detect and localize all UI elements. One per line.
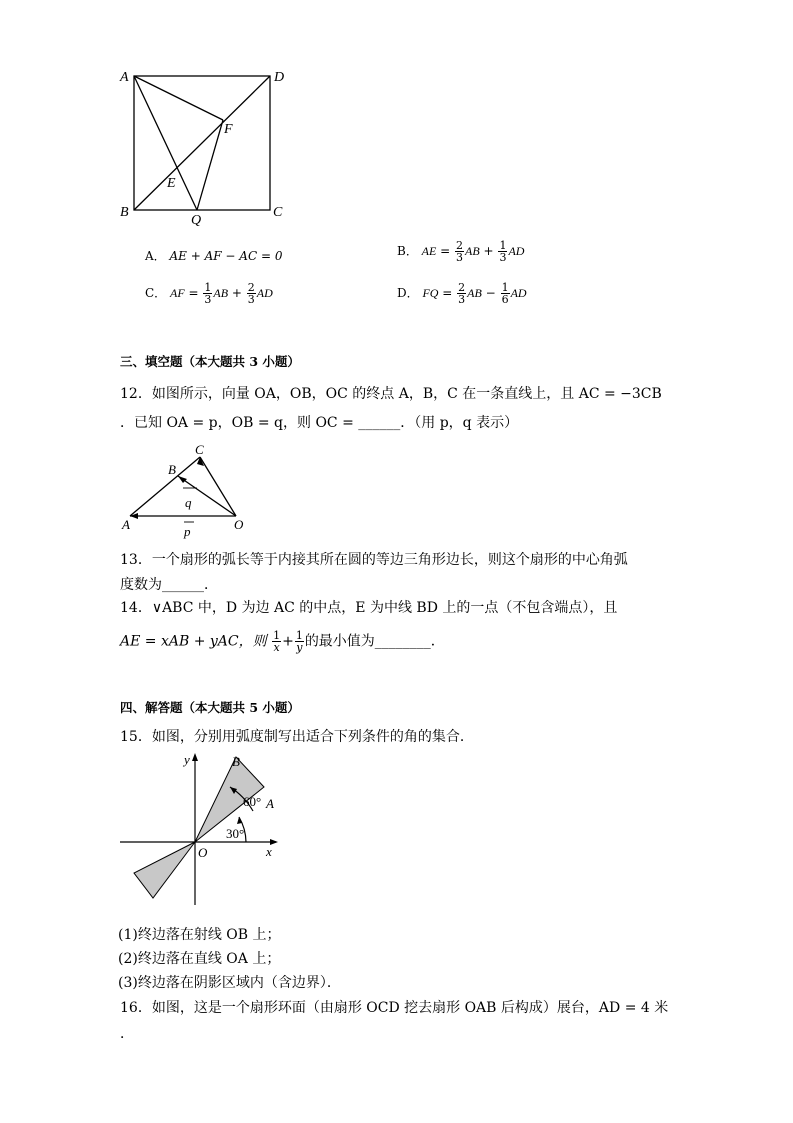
label-o: O: [198, 845, 208, 860]
q14-expr: AE = xAB + yAC，则: [120, 633, 267, 650]
q14-frac2: [295, 630, 304, 653]
label-q: q: [185, 495, 192, 510]
q16-line2: ．: [120, 1026, 134, 1042]
option-d-frac1: [457, 282, 466, 305]
q14-tail: 的最小值为________．: [304, 633, 445, 650]
frac-den: 6: [501, 293, 509, 306]
q13-line2: 度数为______．: [120, 577, 218, 593]
option-c[interactable]: [145, 282, 273, 305]
label-e: E: [167, 176, 176, 191]
option-c-eq: =: [188, 286, 199, 300]
label-b: B: [120, 205, 129, 220]
option-c-letter: C．: [145, 286, 167, 300]
label-c: C: [195, 442, 204, 457]
label-c: C: [273, 205, 283, 220]
option-b-v1: AB: [465, 244, 480, 258]
q12-line2: ．已知 OA = p，OB = q，则 OC = ______．（用 p，q 表示）: [120, 415, 519, 431]
square-figure: [115, 64, 305, 234]
q14-line2: [120, 630, 445, 653]
segment-af: [134, 76, 223, 120]
segment-bd: [134, 76, 270, 210]
frac-den: 3: [204, 293, 212, 306]
frac-num: 1: [204, 281, 212, 294]
label-b: B: [168, 462, 176, 477]
label-d: D: [274, 70, 285, 85]
vector-triangle-figure: [118, 440, 258, 540]
angle-figure: [118, 750, 298, 910]
option-b-frac1: [455, 240, 464, 263]
segment-aq: [134, 76, 197, 210]
label-p: p: [184, 524, 191, 539]
option-d-eq: =: [442, 286, 453, 300]
label-y: y: [184, 752, 190, 767]
q15-part-2: (2)终边落在直线 OA 上；: [118, 951, 281, 967]
q13-line1: 13．一个扇形的弧长等于内接其所在圆的等边三角形边长，则这个扇形的中心角弧: [120, 552, 628, 568]
option-b-frac2: [498, 240, 507, 263]
option-b-lhs: AE: [421, 244, 437, 258]
option-c-frac1: [203, 282, 212, 305]
option-c-frac2: [247, 282, 256, 305]
label-a: A: [122, 517, 130, 532]
frac-num: 2: [458, 281, 466, 294]
option-d-v1: AB: [467, 286, 482, 300]
label-f: F: [224, 122, 233, 137]
arrowhead-a: [130, 513, 138, 519]
frac-den: y: [296, 641, 303, 654]
option-b-op: +: [483, 244, 494, 258]
q14-text: ∨ABC 中，D 为边 AC 的中点，E 为中线 BD 上的一点（不包含端点），且: [151, 600, 618, 616]
label-60-deg: 60°: [243, 794, 262, 809]
frac-den: x: [273, 641, 280, 654]
option-d[interactable]: [397, 282, 527, 305]
q15-part-3: (3)终边落在阴影区域内（含边界）．: [118, 975, 341, 991]
option-a-letter: A．: [145, 249, 166, 263]
option-c-v1: AB: [213, 286, 229, 300]
q14-frac1: [272, 630, 281, 653]
frac-num: 2: [456, 239, 464, 252]
option-d-frac2: [501, 282, 510, 305]
label-o: O: [234, 517, 244, 532]
frac-num: 1: [273, 629, 281, 642]
q14-number: 14．: [120, 600, 152, 616]
option-b-letter: B．: [397, 244, 418, 258]
option-d-v2: AD: [510, 286, 527, 300]
frac-den: 3: [499, 251, 507, 264]
segment-fq: [197, 120, 223, 210]
q16-line1: 16．如图，这是一个扇形环面（由扇形 OCD 挖去扇形 OAB 后构成）展台，AD = 4 米: [120, 1000, 669, 1016]
option-b[interactable]: [397, 240, 524, 263]
label-30-deg: 30°: [226, 826, 245, 841]
label-b: B: [232, 754, 240, 769]
section-4-title: 四、解答题（本大题共 5 小题）: [120, 700, 300, 715]
label-a: A: [120, 70, 129, 85]
option-d-letter: D．: [397, 286, 419, 300]
frac-num: 1: [499, 239, 507, 252]
option-b-v2: AD: [508, 244, 525, 258]
option-c-lhs: AF: [170, 286, 185, 300]
q12-line1: 12．如图所示，向量 OA，OB，OC 的终点 A，B，C 在一条直线上，且 AC = −3CB: [120, 386, 662, 402]
label-a: A: [266, 796, 274, 811]
frac-den: 3: [247, 293, 255, 306]
section-3-title: 三、填空题（本大题共 3 小题）: [120, 354, 300, 369]
option-a-expr: AE + AF − AC = 0: [169, 249, 283, 263]
frac-num: 1: [501, 281, 509, 294]
q14-plus: +: [282, 633, 294, 650]
q15-part-1: (1)终边落在射线 OB 上；: [118, 927, 281, 943]
q14-line1: [120, 598, 617, 618]
option-c-op: +: [231, 286, 242, 300]
option-d-lhs: FQ: [422, 286, 439, 300]
segment-oc: [200, 457, 236, 516]
option-b-eq: =: [440, 244, 451, 258]
option-a[interactable]: [145, 247, 282, 264]
frac-num: 1: [295, 629, 303, 642]
shaded-region-lower: [134, 842, 195, 898]
option-d-op: −: [485, 286, 496, 300]
q15-stem: 15．如图，分别用弧度制写出适合下列条件的角的集合．: [120, 729, 474, 745]
label-q: Q: [191, 213, 202, 228]
y-axis-arrow: [192, 753, 198, 761]
option-c-v2: AD: [256, 286, 273, 300]
frac-den: 3: [456, 251, 464, 264]
frac-den: 3: [458, 293, 466, 306]
label-x: x: [266, 844, 272, 859]
frac-num: 2: [247, 281, 255, 294]
